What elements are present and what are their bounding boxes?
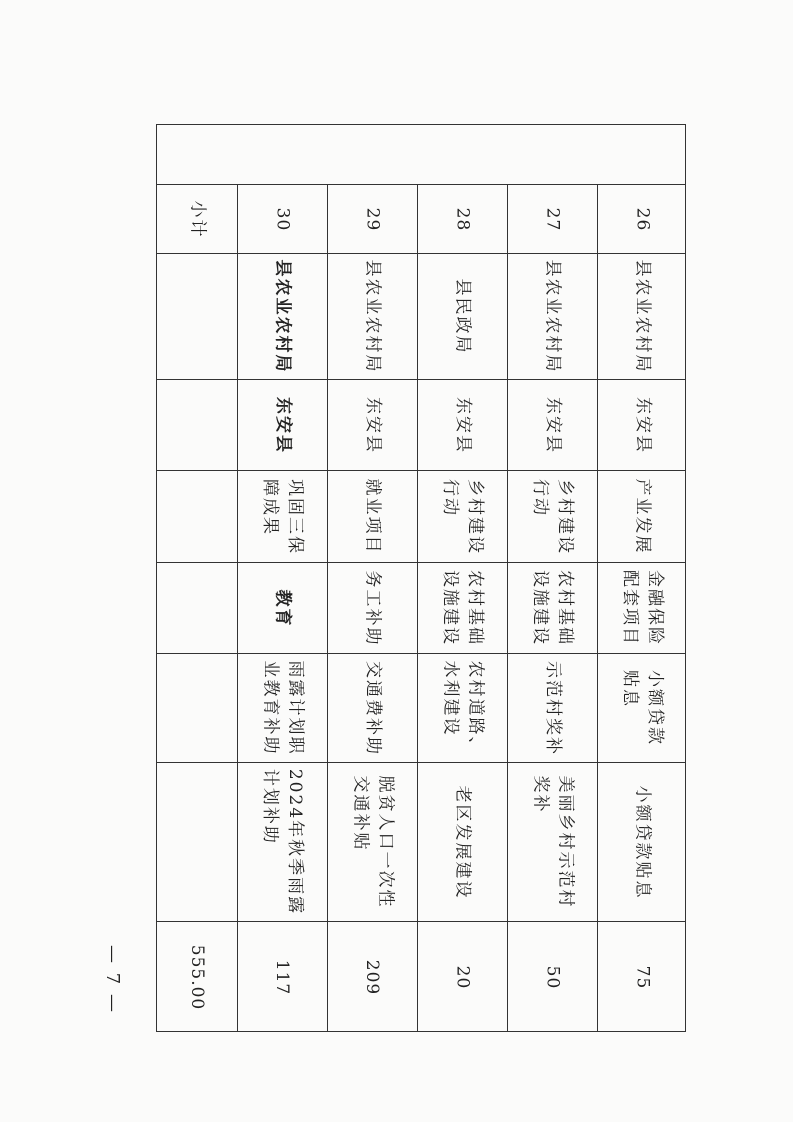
amount: 117	[272, 959, 293, 996]
project-category: 巩固三保 障成果	[260, 478, 305, 555]
table-cell-amount	[597, 922, 687, 1033]
table-cell-subcategory	[237, 563, 327, 653]
department: 县农业农村局	[542, 259, 563, 374]
table-cell-content	[237, 763, 327, 921]
allocation-table	[156, 124, 686, 1032]
amount: 75	[632, 965, 653, 990]
project-category: 乡村建设 行动	[440, 478, 485, 555]
table-cell-amount	[237, 922, 327, 1033]
row-number: 30	[272, 207, 293, 231]
project-subcategory: 金融保险 配套项目	[620, 570, 665, 646]
project-category: 就业项目	[362, 478, 383, 555]
department: 县农业农村局	[272, 259, 293, 374]
subtotal-label: 小计	[187, 200, 208, 238]
project-category: 乡村建设 行动	[530, 478, 575, 555]
project-item: 示范村奖补	[542, 660, 563, 756]
subtotal-amount: 555.00	[187, 944, 208, 1011]
table-cell-item	[327, 654, 417, 762]
row-number: 28	[452, 207, 473, 231]
amount: 50	[542, 965, 563, 990]
amount: 209	[362, 959, 383, 996]
project-subcategory: 农村基础 设施建设	[530, 570, 575, 646]
county: 东安县	[362, 396, 383, 454]
table-cell-item	[507, 654, 597, 762]
table-cell-subcategory	[327, 563, 417, 653]
row-number: 29	[362, 207, 383, 231]
subtotal-amount-cell	[157, 922, 237, 1033]
county: 东安县	[452, 396, 473, 454]
table-cell-item	[237, 654, 327, 762]
table-cell-category	[417, 471, 507, 562]
row-number: 27	[542, 207, 563, 231]
table-cell-dept	[597, 254, 687, 379]
table-cell-no	[507, 185, 597, 253]
table-cell-no	[237, 185, 327, 253]
table-cell-amount	[327, 922, 417, 1033]
table-cell-category	[327, 471, 417, 562]
department: 县农业农村局	[362, 259, 383, 374]
table-cell-category	[237, 471, 327, 562]
table-cell-amount	[417, 922, 507, 1033]
project-content: 美丽乡村示范村 奖补	[530, 775, 575, 909]
project-subcategory: 农村基础 设施建设	[440, 570, 485, 646]
table-cell-subcategory	[417, 563, 507, 653]
table-cell-county	[507, 380, 597, 470]
table-cell-category	[507, 471, 597, 562]
county: 东安县	[632, 396, 653, 454]
project-item: 小额贷款 贴息	[620, 670, 665, 746]
table-cell-county	[597, 380, 687, 470]
table-cell-county	[327, 380, 417, 470]
project-category: 产业发展	[632, 478, 653, 555]
table-cell-subcategory	[507, 563, 597, 653]
project-subcategory: 务工补助	[362, 570, 383, 646]
table-cell-content	[507, 763, 597, 921]
project-item: 雨露计划职 业教育补助	[260, 660, 305, 756]
table-cell-no	[597, 185, 687, 253]
project-item: 交通费补助	[362, 660, 383, 756]
department: 县农业农村局	[632, 259, 653, 374]
table-cell-no	[327, 185, 417, 253]
row-number: 26	[632, 207, 653, 231]
table-cell-county	[237, 380, 327, 470]
table-cell-subcategory	[597, 563, 687, 653]
table-cell-dept	[507, 254, 597, 379]
page-number-text: — 7 —	[101, 944, 123, 1014]
project-content: 脱贫人口一次性 交通补贴	[350, 775, 395, 909]
county: 东安县	[542, 396, 563, 454]
county: 东安县	[272, 396, 293, 454]
subtotal-label-cell	[157, 185, 237, 253]
page-number	[102, 924, 122, 1034]
table-cell-county	[417, 380, 507, 470]
amount: 20	[452, 965, 473, 990]
project-content: 小额贷款贴息	[632, 785, 653, 899]
table-cell-amount	[507, 922, 597, 1033]
project-subcategory: 教育	[272, 589, 293, 627]
table-cell-item	[417, 654, 507, 762]
table-cell-item	[597, 654, 687, 762]
project-content: 2024年秋季雨露 计划补助	[260, 768, 306, 916]
table-cell-content	[327, 763, 417, 921]
department: 县民政局	[452, 278, 473, 355]
table-cell-dept	[237, 254, 327, 379]
table-cell-content	[597, 763, 687, 921]
table-cell-dept	[417, 254, 507, 379]
table-cell-no	[417, 185, 507, 253]
table-cell-category	[597, 471, 687, 562]
table-cell-dept	[327, 254, 417, 379]
table-cell-content	[417, 763, 507, 921]
project-item: 农村道路、 水利建设	[440, 660, 485, 756]
project-content: 老区发展建设	[452, 785, 473, 899]
